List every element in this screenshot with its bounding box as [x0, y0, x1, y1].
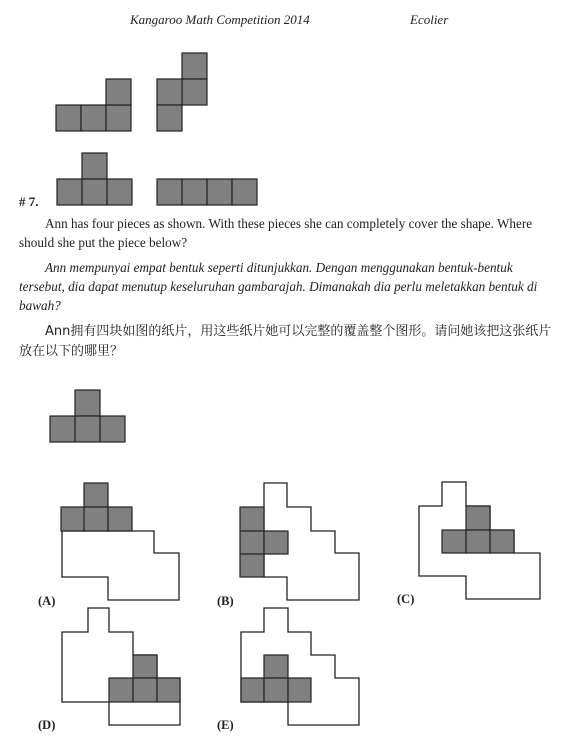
- option-c-label[interactable]: (C): [397, 592, 415, 606]
- target-t-piece: [50, 390, 125, 442]
- level-label: Ecolier: [410, 12, 449, 27]
- option-a-label[interactable]: (A): [38, 594, 56, 608]
- option-b-figure[interactable]: [240, 483, 359, 600]
- option-e-figure[interactable]: [241, 608, 359, 725]
- question-english: Ann has four pieces as shown. With these pieces she can completely cover the shape. Where should she put the piece below?: [19, 216, 533, 250]
- question-number: # 7.: [19, 194, 39, 209]
- option-c-figure[interactable]: [419, 482, 540, 599]
- piece-s-shape: [157, 53, 207, 131]
- question-malay: Ann mempunyai empat bentuk seperti ditunjukkan. Dengan menggunakan bentuk-bentuk tersebut, dia dapat menutup keseluruhan gambarajah. Dimanakah dia perlu meletakkan bentuk di bawah?: [19, 260, 538, 313]
- option-a-figure[interactable]: [61, 483, 179, 600]
- question-chinese: Ann拥有四块如图的纸片，用这些纸片她可以完整的覆盖整个图形。请问她该把这张纸片放在以下的哪里？: [19, 324, 552, 359]
- piece-l-shape: [56, 79, 131, 131]
- competition-title: Kangaroo Math Competition 2014: [130, 12, 310, 27]
- option-e-label[interactable]: (E): [217, 718, 234, 732]
- option-d-figure[interactable]: [62, 608, 180, 725]
- option-b-label[interactable]: (B): [217, 594, 234, 608]
- option-d-label[interactable]: (D): [38, 718, 56, 732]
- piece-i-shape: [157, 179, 257, 205]
- piece-t-shape: [57, 153, 132, 205]
